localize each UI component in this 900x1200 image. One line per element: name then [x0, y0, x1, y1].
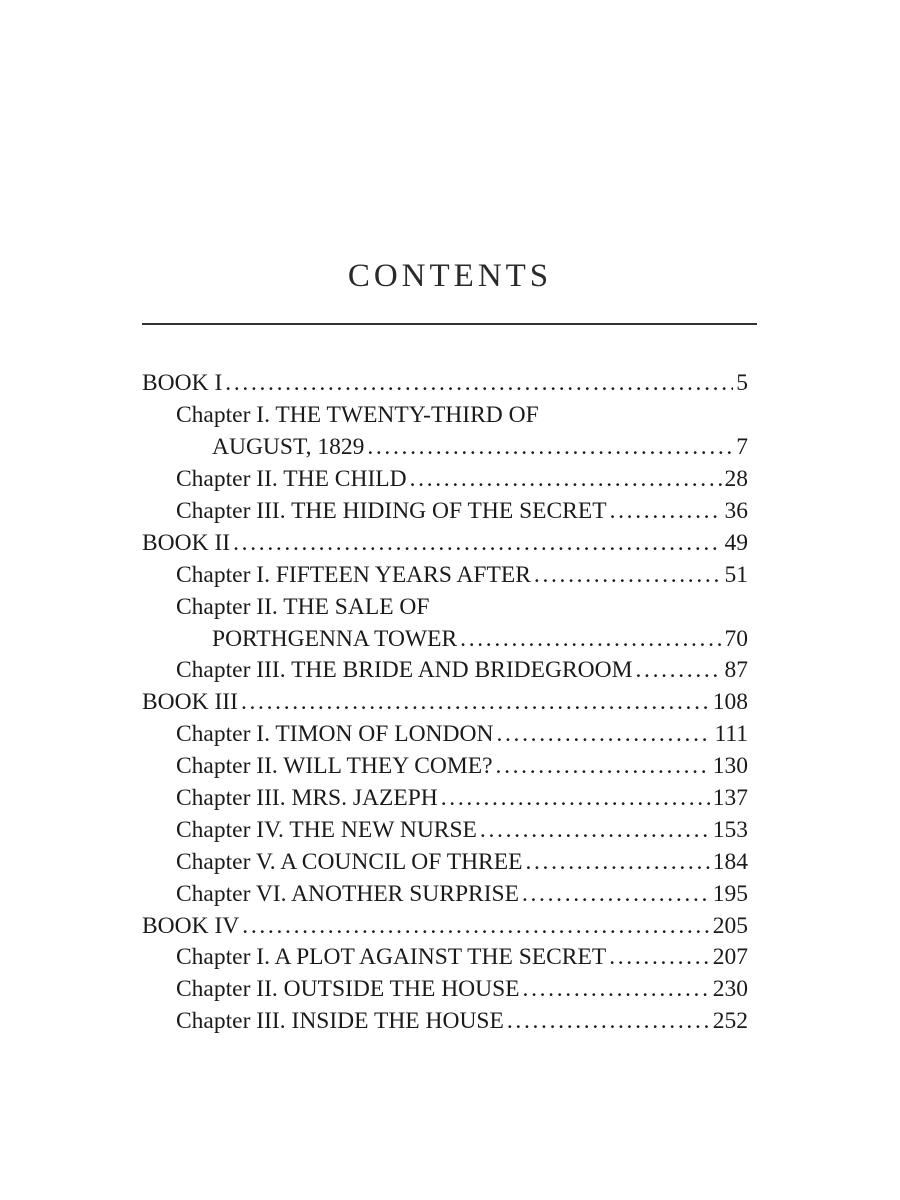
- toc-entry-label: BOOK I: [142, 370, 223, 397]
- dot-leader: [522, 883, 710, 907]
- toc-page-number: 36: [724, 497, 748, 524]
- toc-entry-label: Chapter I. THE TWENTY-THIRD OF: [176, 402, 539, 429]
- toc-page-number: 49: [724, 529, 748, 556]
- dot-leader: [534, 564, 722, 588]
- toc-page-number: 207: [712, 944, 748, 971]
- toc-chapter-entry[interactable]: [142, 619, 748, 651]
- toc-entry-label: PORTHGENNA TOWER: [212, 625, 458, 652]
- toc-book-entry[interactable]: [142, 523, 748, 555]
- dot-leader: [507, 1010, 710, 1034]
- toc-chapter-entry[interactable]: [142, 779, 748, 811]
- dot-leader: [496, 755, 710, 779]
- dot-leader: [225, 372, 733, 396]
- dot-leader: [523, 978, 710, 1002]
- toc-entry-label: BOOK IV: [142, 912, 240, 939]
- toc-book-entry[interactable]: [142, 683, 748, 715]
- toc-chapter-entry[interactable]: [142, 492, 748, 524]
- toc-page-number: 137: [712, 784, 748, 811]
- toc-book-entry[interactable]: [142, 364, 748, 396]
- dot-leader: [233, 532, 721, 556]
- dot-leader: [480, 819, 710, 843]
- toc-entry-label: Chapter V. A COUNCIL OF THREE: [176, 848, 523, 875]
- dot-leader: [367, 436, 733, 460]
- dot-leader: [496, 723, 711, 747]
- toc-chapter-entry[interactable]: [142, 460, 748, 492]
- toc-entry-label: Chapter I. FIFTEEN YEARS AFTER: [176, 561, 531, 588]
- toc-entry-label: Chapter I. A PLOT AGAINST THE SECRET: [176, 944, 607, 971]
- toc-page-number: 195: [712, 880, 748, 907]
- dot-leader: [241, 691, 710, 715]
- toc-chapter-entry[interactable]: [142, 651, 748, 683]
- toc-book-entry[interactable]: [142, 906, 748, 938]
- dot-leader: [609, 946, 710, 970]
- toc-chapter-entry[interactable]: [142, 428, 748, 460]
- dot-leader: [410, 468, 722, 492]
- toc-entry-label: Chapter I. TIMON OF LONDON: [176, 721, 494, 748]
- toc-page-number: 230: [712, 976, 748, 1003]
- toc-page-number: 108: [712, 689, 748, 716]
- toc-entry-label: Chapter II. OUTSIDE THE HOUSE: [176, 976, 520, 1003]
- toc-chapter-entry[interactable]: [142, 874, 748, 906]
- dot-leader: [460, 628, 721, 652]
- toc-chapter-entry[interactable]: [142, 1002, 748, 1034]
- toc-page-number: 130: [712, 753, 748, 780]
- toc-entry-label: Chapter IV. THE NEW NURSE: [176, 816, 477, 843]
- toc-chapter-entry[interactable]: [142, 396, 748, 428]
- dot-leader: [441, 787, 710, 811]
- toc-page-number: 28: [724, 466, 748, 493]
- toc-page-number: 5: [736, 370, 748, 397]
- title-divider: [142, 323, 757, 325]
- toc-entry-label: BOOK III: [142, 689, 238, 716]
- toc-chapter-entry[interactable]: [142, 938, 748, 970]
- toc-entry-label: Chapter II. THE SALE OF: [176, 593, 430, 620]
- toc-entry-label: Chapter III. INSIDE THE HOUSE: [176, 1008, 504, 1035]
- toc-page-number: 7: [736, 434, 748, 461]
- toc-page-number: 252: [712, 1008, 748, 1035]
- toc-entry-label: Chapter III. MRS. JAZEPH: [176, 784, 438, 811]
- toc-page-number: 205: [712, 912, 748, 939]
- toc-entry-label: Chapter VI. ANOTHER SURPRISE: [176, 880, 519, 907]
- page-title: CONTENTS: [347, 258, 553, 294]
- table-of-contents: [142, 364, 748, 1034]
- toc-page-number: 111: [714, 721, 748, 748]
- toc-entry-label: Chapter II. THE CHILD: [176, 466, 407, 493]
- toc-entry-label: BOOK II: [142, 529, 231, 556]
- toc-chapter-entry[interactable]: [142, 970, 748, 1002]
- dot-leader: [635, 659, 721, 683]
- toc-entry-label: Chapter III. THE HIDING OF THE SECRET: [176, 497, 607, 524]
- toc-page-number: 184: [712, 848, 748, 875]
- toc-page-number: 87: [724, 657, 748, 684]
- toc-chapter-entry[interactable]: [142, 587, 748, 619]
- toc-page-number: 153: [712, 816, 748, 843]
- dot-leader: [525, 851, 709, 875]
- toc-page-number: 51: [724, 561, 748, 588]
- dot-leader: [242, 915, 709, 939]
- toc-entry-label: Chapter II. WILL THEY COME?: [176, 753, 493, 780]
- toc-chapter-entry[interactable]: [142, 747, 748, 779]
- toc-entry-label: Chapter III. THE BRIDE AND BRIDEGROOM: [176, 657, 633, 684]
- toc-chapter-entry[interactable]: [142, 555, 748, 587]
- toc-chapter-entry[interactable]: [142, 715, 748, 747]
- toc-page-number: 70: [724, 625, 748, 652]
- toc-chapter-entry[interactable]: [142, 842, 748, 874]
- toc-entry-label: AUGUST, 1829: [212, 434, 365, 461]
- dot-leader: [610, 500, 722, 524]
- toc-chapter-entry[interactable]: [142, 810, 748, 842]
